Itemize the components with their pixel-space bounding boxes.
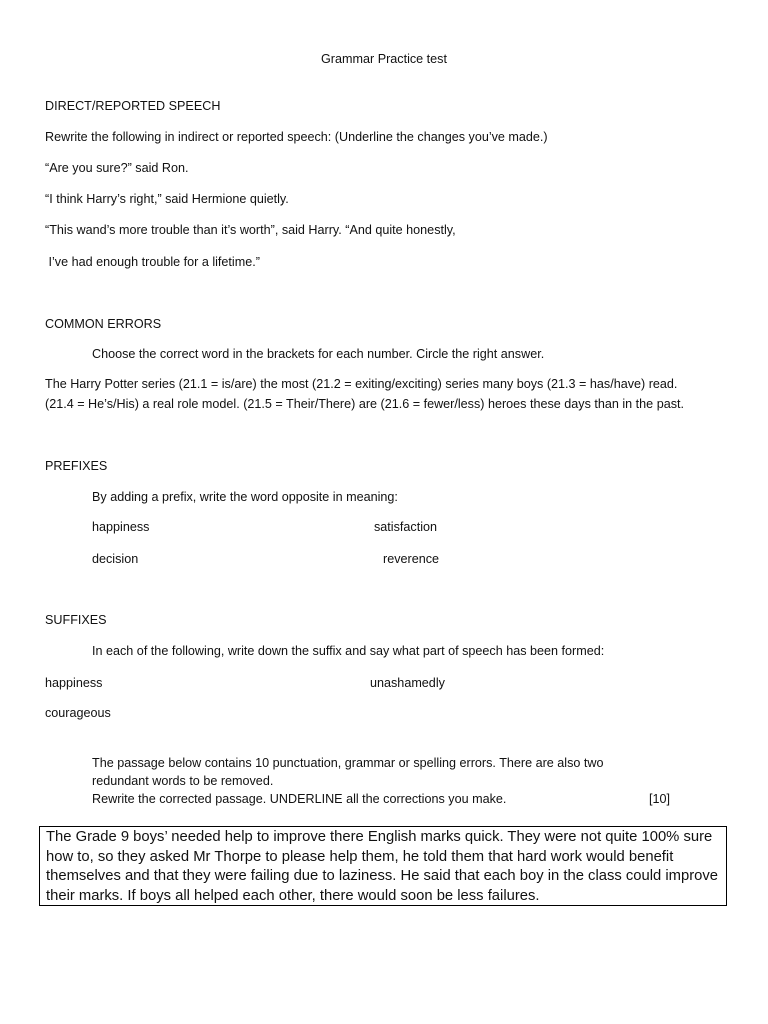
section-heading-direct-reported: DIRECT/REPORTED SPEECH [45, 99, 221, 113]
prefix-word: satisfaction [374, 520, 437, 534]
common-errors-passage: (21.4 = He’s/His) a real role model. (21.5 = Their/There) are (21.6 = fewer/less) heroes these days than in the past. [45, 397, 684, 411]
page-title: Grammar Practice test [321, 52, 447, 66]
suffix-word: unashamedly [370, 676, 445, 690]
passage-box [39, 826, 727, 906]
prefix-word: reverence [383, 552, 440, 566]
direct-reported-instruction: Rewrite the following in indirect or reported speech: (Underline the changes you’ve made.) [45, 130, 548, 144]
quote-line: I’ve had enough trouble for a lifetime.” [45, 255, 260, 269]
marks-label: [10] [649, 792, 671, 806]
passage-task-instruction: Rewrite the corrected passage. UNDERLINE all the corrections you make. [92, 792, 507, 806]
passage-task-instruction: redundant words to be removed. [92, 774, 274, 788]
common-errors-passage: The Harry Potter series (21.1 = is/are) the most (21.2 = exiting/exciting) series many boys (21.3 = has/have) read. [45, 377, 678, 391]
passage-task-instruction: The passage below contains 10 punctuation, grammar or spelling errors. There are also two [92, 756, 604, 770]
common-errors-instruction: Choose the correct word in the brackets for each number. Circle the right answer. [92, 347, 545, 361]
quote-line: “I think Harry’s right,” said Hermione quietly. [45, 192, 289, 206]
section-heading-common-errors: COMMON ERRORS [45, 317, 162, 331]
suffix-word: happiness [45, 676, 103, 690]
passage-text: The Grade 9 boys’ needed help to improve there English marks quick. They were not quite 100% sure how to, so they asked Mr Thorpe to please help them, he told them that hard work would benefit themselves and that they were failing due to laziness. He said that each boy in the class could improve their marks. If boys all helped each other, there would soon be less failures. [46, 829, 718, 904]
section-heading-prefixes: PREFIXES [45, 459, 108, 473]
suffixes-instruction: In each of the following, write down the suffix and say what part of speech has been formed: [92, 644, 605, 658]
quote-line: “Are you sure?” said Ron. [45, 161, 189, 175]
section-heading-suffixes: SUFFIXES [45, 613, 107, 627]
prefix-word: happiness [92, 520, 150, 534]
suffix-word: courageous [45, 706, 111, 720]
prefixes-instruction: By adding a prefix, write the word opposite in meaning: [92, 490, 398, 504]
quote-line: “This wand’s more trouble than it’s worth”, said Harry. “And quite honestly, [45, 223, 456, 237]
prefix-word: decision [92, 552, 139, 566]
